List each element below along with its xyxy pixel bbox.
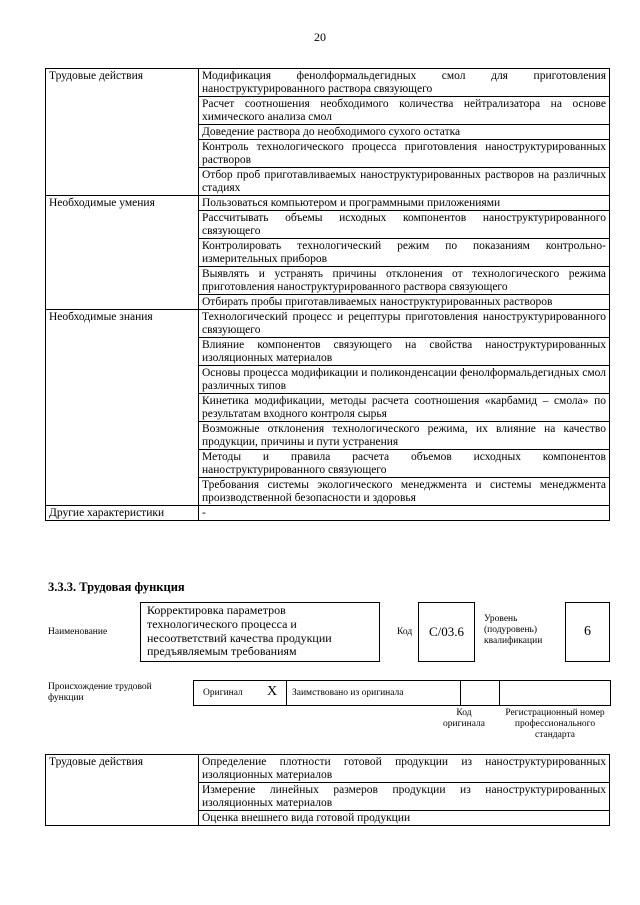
row-item: Основы процесса модификации и поликонденсации фенолформальдегидных смол различных типов xyxy=(199,366,610,394)
origin-label: Происхождение трудовой функции xyxy=(48,682,152,703)
borrowed-mark-cell xyxy=(461,681,500,705)
row-item: Отбор проб приготавливаемых наноструктурированных растворов на различных стадиях xyxy=(199,168,610,196)
row-item: - xyxy=(199,506,610,521)
row-item: Доведение раствора до необходимого сухого остатка xyxy=(199,125,610,140)
row-item: Технологический процесс и рецептуры приготовления наноструктурированного связующего xyxy=(199,310,610,338)
row-item: Отбирать пробы приготавливаемых наноструктурированных растворов xyxy=(199,295,610,310)
table-row xyxy=(46,196,610,211)
row-item: Кинетика модификации, методы расчета соотношения «карбамид – смола» по результатам входного контроля сырья xyxy=(199,394,610,422)
page-number: 20 xyxy=(314,30,326,44)
function-name-value: Корректировка параметров технологического процесса и несоответствий качества продукции предъявляемым требованиям xyxy=(147,603,332,659)
row-item: Измерение линейных размеров продукции из наноструктурированных изоляционных материалов xyxy=(199,783,610,811)
labor-actions-table xyxy=(45,754,610,826)
row-item: Контролировать технологический режим по показаниям контрольно-измерительных приборов xyxy=(199,239,610,267)
original-label: Оригинал xyxy=(203,688,243,698)
row-group-label: Трудовые действия xyxy=(46,755,199,826)
row-item: Контроль технологического процесса приготовления наноструктурированных растворов xyxy=(199,140,610,168)
row-item: Расчет соотношения необходимого количества нейтрализатора на основе химического анализа смол xyxy=(199,97,610,125)
borrowed-label: Заимствовано из оригинала xyxy=(292,688,404,698)
row-item: Рассчитывать объемы исходных компонентов наноструктурированного связующего xyxy=(199,211,610,239)
row-item: Определение плотности готовой продукции из наноструктурированных изоляционных материалов xyxy=(199,755,610,783)
borrowed-cell xyxy=(287,681,461,705)
table-row xyxy=(46,69,610,97)
row-group-label: Необходимые умения xyxy=(46,196,199,310)
row-item: Оценка внешнего вида готовой продукции xyxy=(199,811,610,826)
function-code-value: C/03.6 xyxy=(428,624,465,639)
function-name-box xyxy=(140,602,380,662)
row-item: Пользоваться компьютером и программными приложениями xyxy=(199,196,610,211)
row-item: Методы и правила расчета объемов исходных компонентов наноструктурированного связующего xyxy=(199,450,610,478)
name-label: Наименование xyxy=(48,627,108,637)
row-item: Требования системы экологического менеджмента и системы менеджмента производственной безопасности и здоровья xyxy=(199,478,610,506)
level-label: Уровень (подуровень) квалификации xyxy=(484,614,543,646)
competency-table xyxy=(45,68,610,521)
row-group-label: Другие характеристики xyxy=(46,506,199,521)
row-item: Возможные отклонения технологического режима, их влияние на качество продукции, причины и пути устранения xyxy=(199,422,610,450)
reg-number-caption: Регистрационный номер профессионального стандарта xyxy=(505,708,605,740)
row-item: Модификация фенолформальдегидных смол для приготовления наноструктурированного раствора связующего xyxy=(199,69,610,97)
table-row xyxy=(46,755,610,783)
row-group-label: Необходимые знания xyxy=(46,310,199,506)
original-cell xyxy=(194,681,287,705)
row-item: Выявлять и устранять причины отклонения от технологического режима приготовления наноструктурированного раствора связующего xyxy=(199,267,610,295)
qualification-level-box xyxy=(565,602,610,662)
row-group-label: Трудовые действия xyxy=(46,69,199,196)
origin-code-caption: Код оригинала xyxy=(443,708,485,729)
table-row xyxy=(46,506,610,521)
origin-row xyxy=(193,680,611,706)
qualification-level-value: 6 xyxy=(584,624,591,639)
code-label: Код xyxy=(397,627,413,637)
function-code-box xyxy=(418,602,475,662)
table-row xyxy=(46,310,610,338)
row-item: Влияние компонентов связующего на свойства наноструктурированных изоляционных материалов xyxy=(199,338,610,366)
original-mark: X xyxy=(267,684,278,699)
section-heading: 3.3.3. Трудовая функция xyxy=(48,580,185,594)
